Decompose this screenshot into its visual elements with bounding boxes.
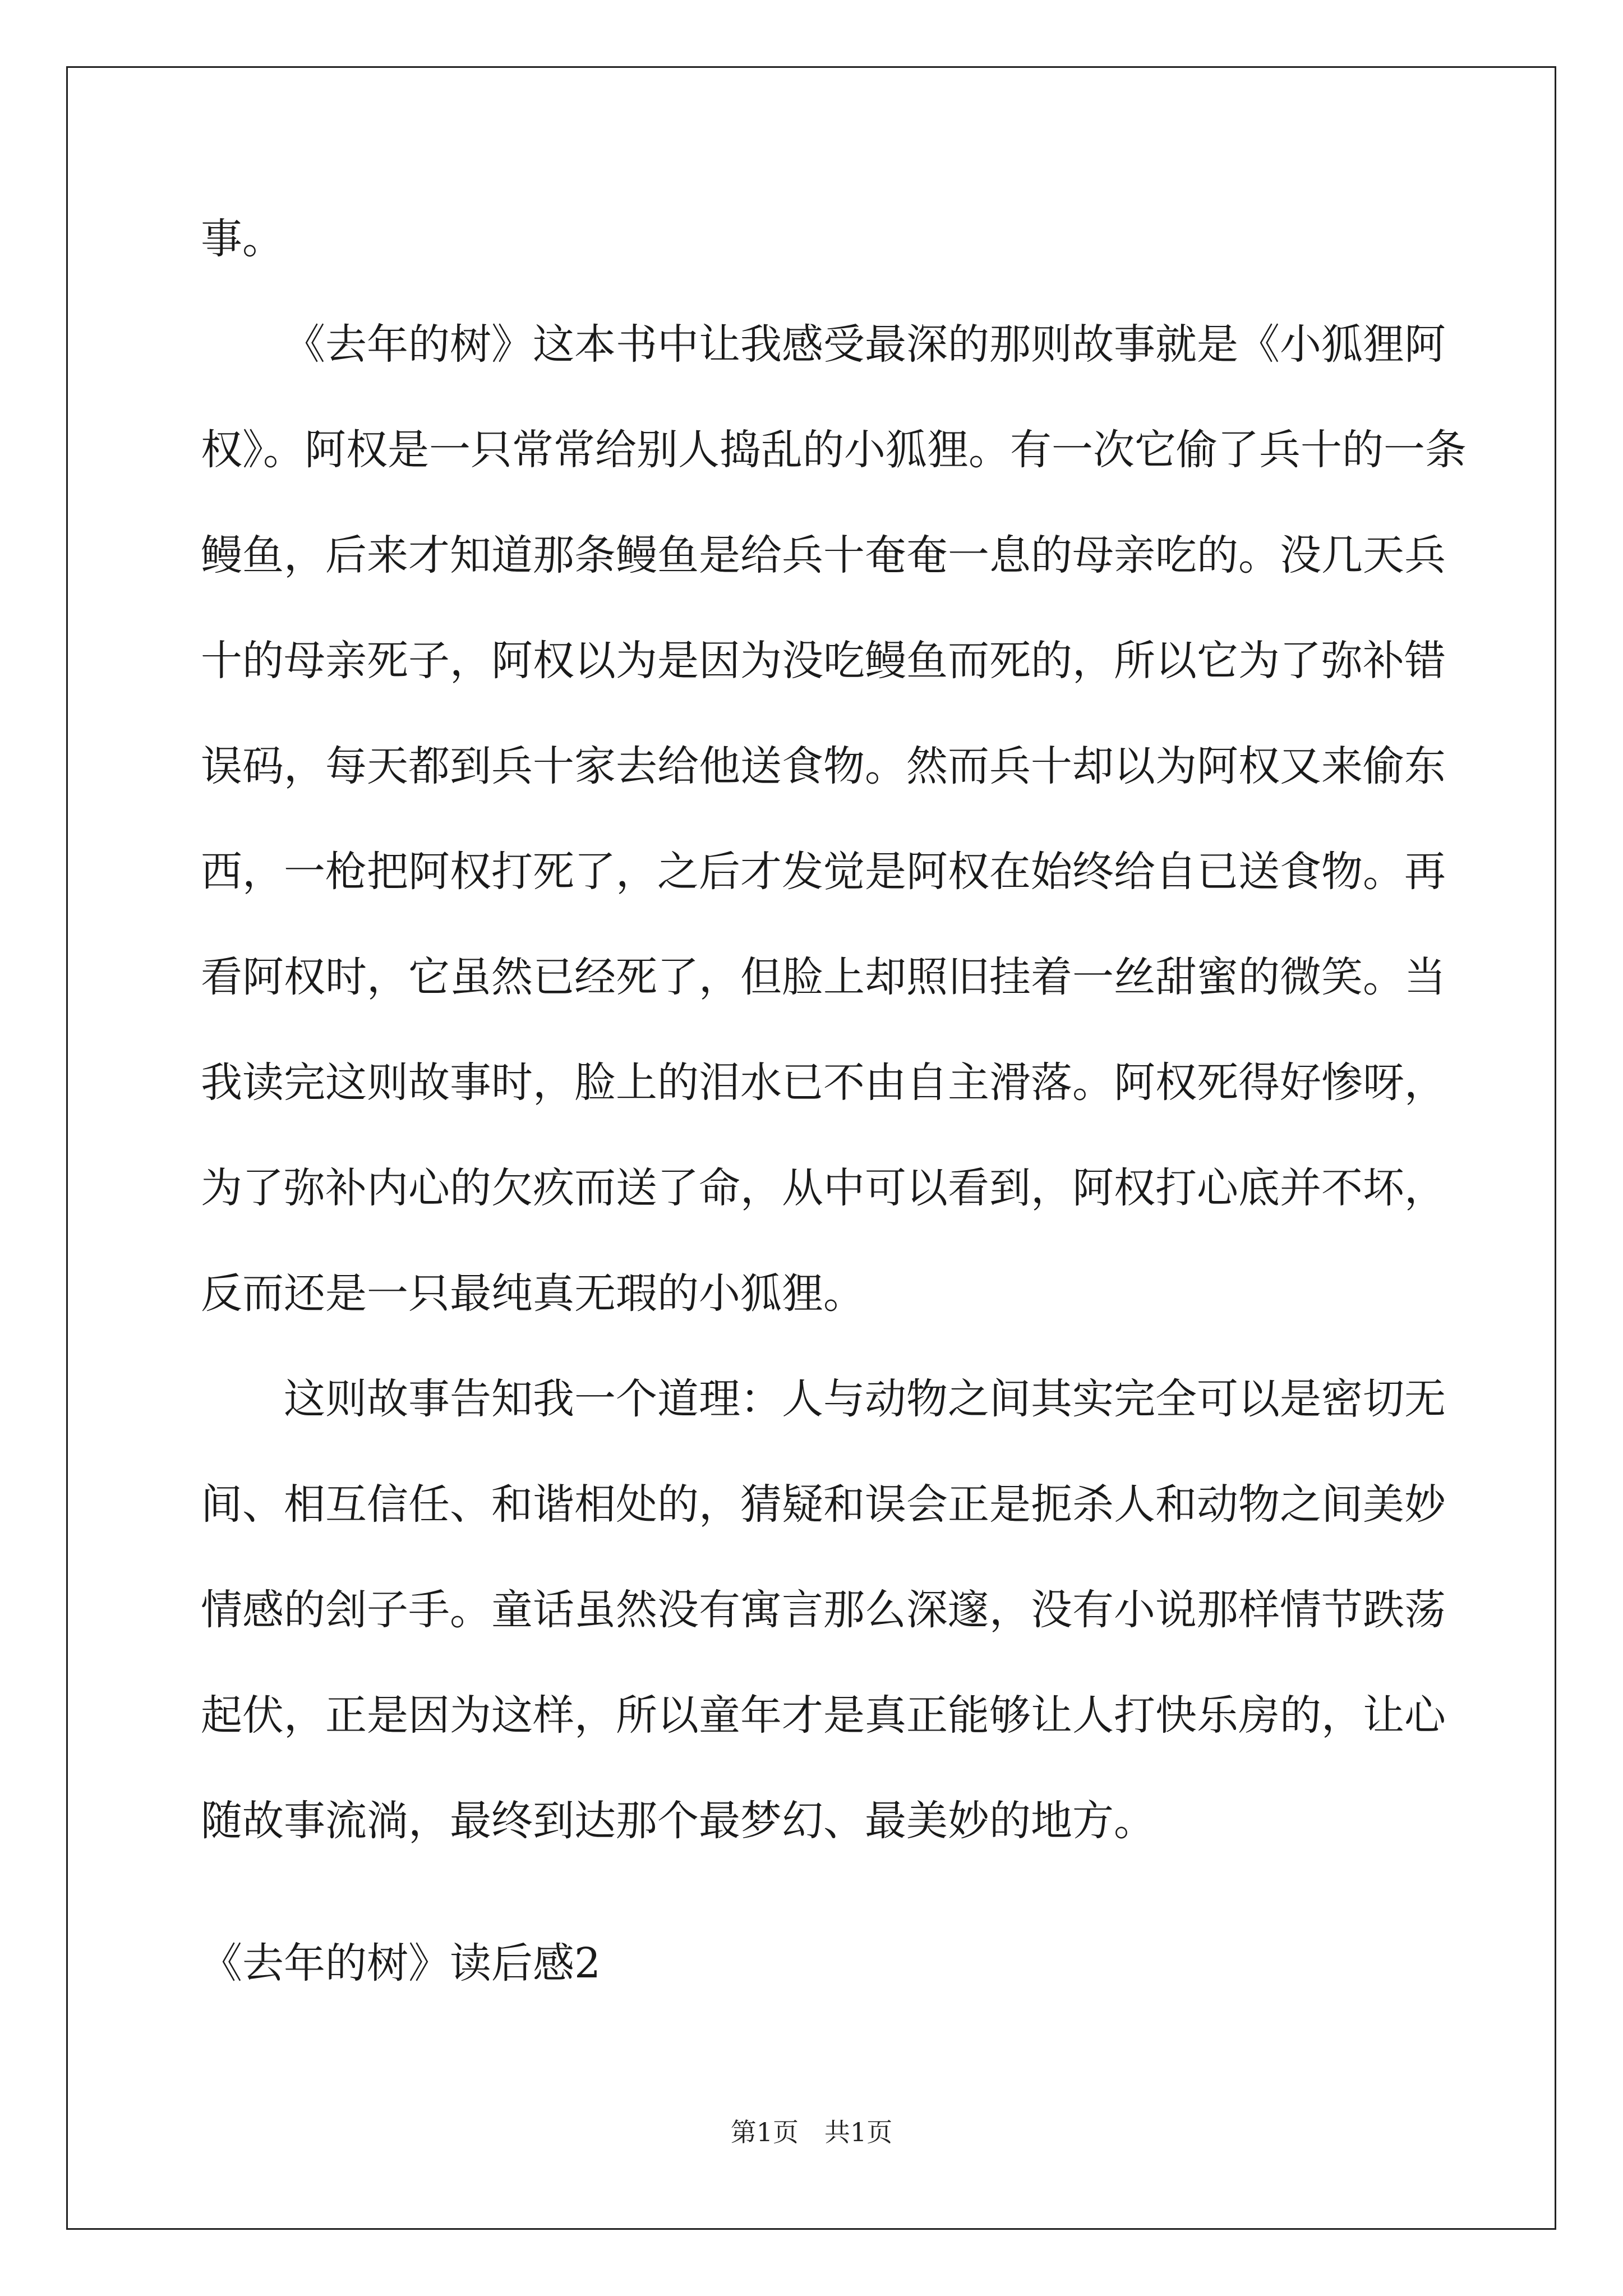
body-line: 事。 xyxy=(201,215,284,263)
body-line: 为了弥补内心的欠疚而送了命，从中可以看到，阿权打心底并不坏， xyxy=(201,1164,1446,1212)
body-line: 看阿权时，它虽然已经死了，但脸上却照旧挂着一丝甜蜜的微笑。当 xyxy=(201,953,1446,1001)
body-line: 误码，每天都到兵十家去给他送食物。然而兵十却以为阿权又来偷东 xyxy=(201,742,1446,790)
body-line: 起伏，正是因为这样，所以童年才是真正能够让人打快乐房的，让心 xyxy=(201,1691,1446,1740)
body-line: 这则故事告知我一个道理：人与动物之间其实完全可以是密切无 xyxy=(284,1375,1446,1423)
body-line: 十的母亲死子，阿权以为是因为没吃鳗鱼而死的，所以它为了弥补错 xyxy=(201,637,1446,685)
section-heading: 《去年的树》读后感2 xyxy=(201,1939,601,1987)
body-line: 西，一枪把阿权打死了，之后才发觉是阿权在始终给自已送食物。再 xyxy=(201,848,1446,896)
body-line: 鳗鱼，后来才知道那条鳗鱼是给兵十奄奄一息的母亲吃的。没几天兵 xyxy=(201,531,1446,579)
body-line: 我读完这则故事时，脸上的泪水已不由自主滑落。阿权死得好惨呀， xyxy=(201,1059,1446,1107)
body-line: 间、相互信任、和谐相处的，猜疑和误会正是扼杀人和动物之间美妙 xyxy=(201,1480,1446,1529)
document-body xyxy=(201,215,1467,1845)
page-number: 第1页 共1页 xyxy=(730,2117,893,2147)
body-line: 情感的刽子手。童话虽然没有寓言那么深邃，没有小说那样情节跌荡 xyxy=(201,1586,1446,1634)
body-line: 《去年的树》这本书中让我感受最深的那则故事就是《小狐狸阿 xyxy=(284,320,1446,369)
body-line: 随故事流淌，最终到达那个最梦幻、最美妙的地方。 xyxy=(201,1797,1155,1845)
body-line: 反而还是一只最纯真无瑕的小狐狸。 xyxy=(201,1269,865,1318)
body-line: 权》。阿权是一只常常给别人捣乱的小狐狸。有一次它偷了兵十的一条 xyxy=(201,426,1467,474)
